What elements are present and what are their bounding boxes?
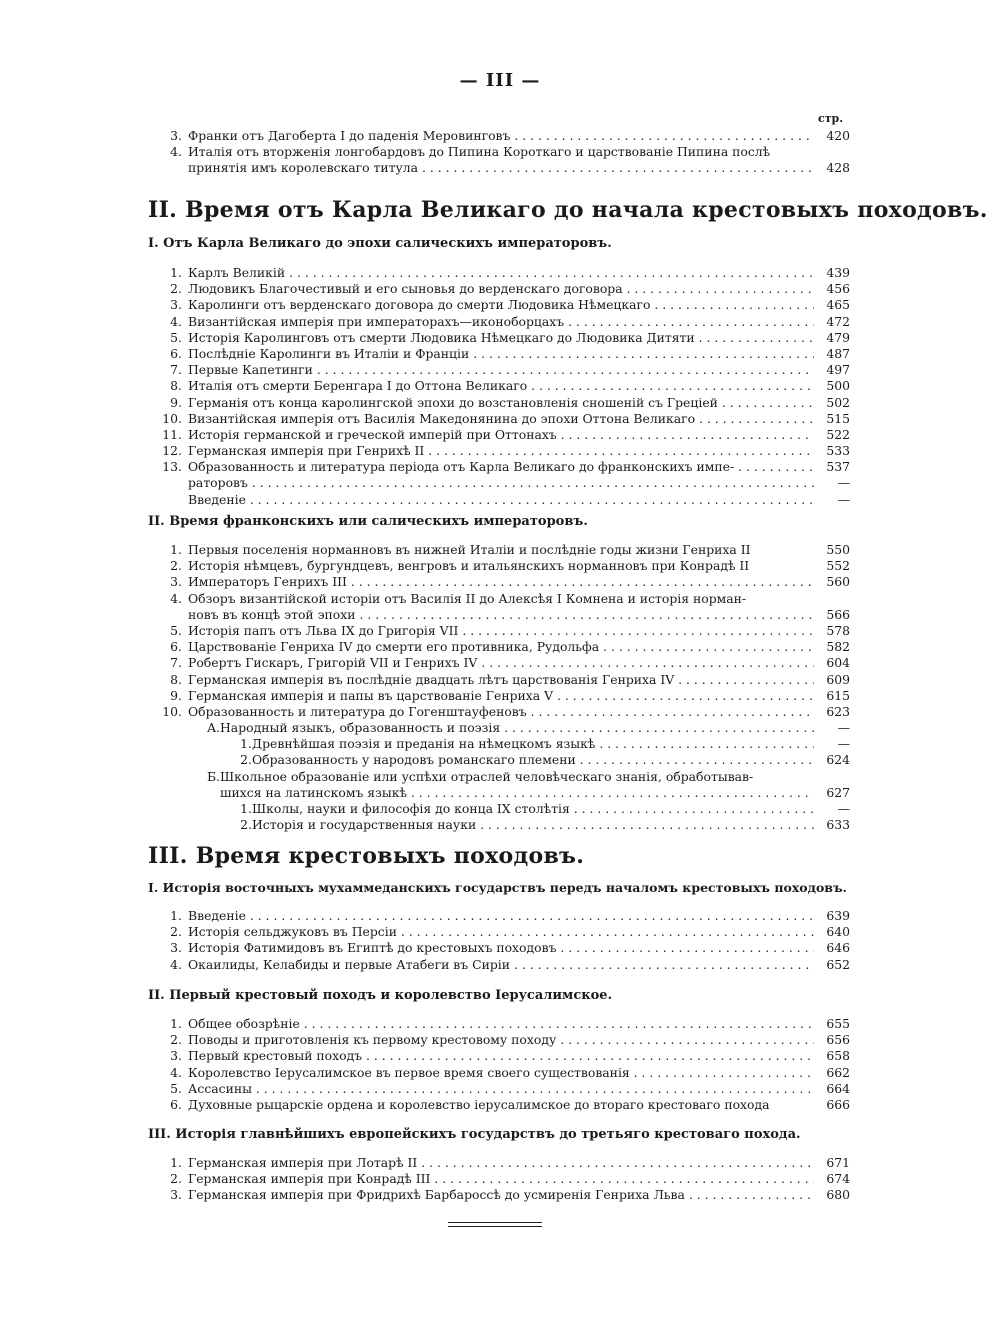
page-folio: — III — [459, 70, 541, 91]
toc-entry-page: 604 [826, 655, 850, 671]
toc-entry-number: 5. [170, 329, 182, 345]
toc-entry-number: 4. [170, 1064, 182, 1080]
toc-entry-page: 515 [826, 410, 850, 426]
toc-entry-page: 623 [826, 703, 850, 719]
section-heading: I. Отъ Карла Великаго до эпохи салическихъ императоровъ. [148, 236, 612, 251]
toc-entry-number: 6. [170, 639, 182, 655]
section-heading: III. Исторія главнѣйшихъ европейскихъ государствъ до третьяго крестоваго похода. [148, 1127, 801, 1142]
toc-entry-page: 578 [826, 622, 850, 638]
toc-block [160, 542, 850, 833]
toc-entry [160, 1032, 850, 1048]
toc-block [160, 1016, 850, 1113]
toc-entry-title: Введеніе . . . [188, 492, 814, 508]
toc-entry-title: Германія отъ конца каролингской эпохи до возстановленія сношеній съ Греціей . . . [188, 395, 814, 411]
toc-entry-title: Каролинги отъ верденскаго договора до смерти Людовика Нѣмецкаго . . . [188, 297, 814, 313]
toc-entry-number: 5. [170, 1080, 182, 1096]
toc-entry-page: 472 [826, 313, 850, 329]
toc-entry-page: 566 [826, 606, 850, 622]
toc-entry-number: 2. [170, 1171, 182, 1187]
toc-entry [160, 443, 850, 459]
toc-entry-number: 12. [162, 443, 182, 459]
toc-entry-page: 439 [826, 265, 850, 280]
toc-entry-title: Народный языкъ, образованность и поэзія . . . [220, 720, 814, 736]
toc-entry [160, 655, 850, 671]
toc-entry-title: Исторія Каролинговъ отъ смерти Людовика Нѣмецкаго до Людовика Дитяти . . . [188, 330, 814, 346]
toc-entry-title: Италія отъ смерти Беренгара I до Оттона Великаго . . . [188, 378, 814, 394]
toc-entry [160, 607, 850, 623]
toc-entry-page: 627 [826, 784, 850, 800]
toc-entry-title: Первые Капетинги . . . [188, 362, 814, 378]
toc-entry-number: 3. [170, 940, 182, 956]
toc-entry [160, 411, 850, 427]
toc-entry-title: принятія имъ королевскаго титула . . . [188, 160, 814, 176]
toc-entry [160, 591, 850, 607]
toc-entry-title: Обзоръ византійской исторіи отъ Василія II до Алексѣя I Комнена и исторія норман- [188, 590, 747, 606]
toc-entry-number: 1. [170, 908, 182, 923]
toc-entry-page: 560 [826, 574, 850, 590]
toc-entry [160, 924, 850, 940]
toc-entry [160, 346, 850, 362]
toc-entry-number: 3. [170, 128, 182, 143]
toc-entry [160, 623, 850, 639]
toc-entry-page: 615 [826, 687, 850, 703]
toc-entry-number: 11. [162, 426, 182, 442]
toc-entry-page: 652 [826, 956, 850, 972]
toc-entry-title: Школьное образованіе или успѣхи отраслей человѣческаго знанія, обработывав- [220, 768, 754, 784]
toc-entry-page: 671 [826, 1155, 850, 1170]
toc-entry [160, 672, 850, 688]
toc-entry-title: Исторія Фатимидовъ въ Египтѣ до крестовыхъ походовъ . . . [188, 940, 814, 956]
part-heading: II. Время отъ Карла Великаго до начала крестовыхъ походовъ. [148, 197, 988, 223]
toc-entry [160, 265, 850, 281]
toc-entry [160, 1187, 850, 1203]
toc-entry-page: 680 [826, 1187, 850, 1203]
toc-entry-title: Королевство Іерусалимское въ первое время своего существованія . . . [188, 1065, 814, 1081]
toc-entry [160, 785, 850, 801]
toc-entry-title: Духовные рыцарскіе ордена и королевство іерусалимское до втораго крестоваго похода [188, 1096, 770, 1112]
toc-entry-number: 1. [240, 736, 252, 752]
toc-entry-number: 10. [162, 703, 182, 719]
toc-entry [160, 1155, 850, 1171]
toc-entry [160, 801, 850, 817]
toc-entry-title: Школы, науки и философія до конца IX столѣтія . . . [252, 801, 814, 817]
toc-entry-title: Первый крестовый походъ . . . [188, 1048, 814, 1064]
end-rule [448, 1226, 542, 1227]
toc-entry-page: 552 [826, 558, 850, 574]
toc-entry-title: Послѣдніе Каролинги въ Италіи и Франціи . . . [188, 346, 814, 362]
toc-entry-title: Царствованіе Генриха IV до смерти его противника, Рудольфа . . . [188, 639, 814, 655]
toc-block [160, 1155, 850, 1204]
toc-entry-title: Робертъ Гискаръ, Григорій VII и Генрихъ IV . . . [188, 655, 814, 671]
toc-entry-title: Людовикъ Благочестивый и его сыновья до верденскаго договора . . . [188, 281, 814, 297]
toc-entry [160, 281, 850, 297]
toc-entry-number: 3. [170, 574, 182, 590]
toc-entry-page: 537 [826, 459, 850, 475]
toc-entry-page: 658 [826, 1048, 850, 1064]
toc-entry-title: новъ въ концѣ этой эпохи . . . [188, 607, 814, 623]
toc-entry-number: 6. [170, 1096, 182, 1112]
toc-entry-title: Византійская имперія при императорахъ—иконоборцахъ . . . [188, 314, 814, 330]
toc-entry [160, 1065, 850, 1081]
toc-entry [160, 378, 850, 394]
toc-entry-page: 609 [826, 671, 850, 687]
toc-entry [160, 330, 850, 346]
toc-entry-page: 656 [826, 1032, 850, 1048]
toc-entry [160, 769, 850, 785]
toc-entry-title: Италія отъ вторженія лонгобардовъ до Пипина Короткаго и царствованіе Пипина послѣ [188, 144, 771, 160]
toc-entry [160, 957, 850, 973]
toc-entry-number: 1. [170, 265, 182, 280]
toc-entry-page: 633 [826, 817, 850, 833]
toc-entry-number: 2. [170, 558, 182, 574]
toc-entry-number: 1. [170, 542, 182, 557]
toc-entry-number: 9. [170, 687, 182, 703]
toc-entry-page: 522 [826, 426, 850, 442]
toc-entry-number: 4. [170, 590, 182, 606]
part-heading: III. Время крестовыхъ походовъ. [148, 843, 585, 869]
toc-entry-page: — [837, 736, 850, 752]
toc-entry-title: Первыя поселенія норманновъ въ нижней Италіи и послѣдніе годы жизни Генриха II [188, 542, 751, 557]
toc-entry-title: Византійская имперія отъ Василія Македонянина до эпохи Оттона Великаго . . . [188, 411, 814, 427]
toc-entry [160, 475, 850, 491]
toc-entry [160, 144, 850, 160]
toc-entry [160, 1081, 850, 1097]
toc-entry-page: 465 [826, 297, 850, 313]
toc-entry-page: — [837, 801, 850, 816]
toc-entry-title: Германская имперія при Конрадѣ III . . . [188, 1171, 814, 1187]
toc-entry-page: 533 [826, 443, 850, 459]
toc-entry-number: 1. [170, 1016, 182, 1031]
toc-entry-title: Введеніе . . . [188, 908, 814, 924]
toc-entry-title: Германская имперія при Лотарѣ II . . . [188, 1155, 814, 1171]
toc-entry-number: 8. [170, 671, 182, 687]
toc-entry-number: 4. [170, 144, 182, 160]
section-heading: II. Первый крестовый походъ и королевство Іерусалимское. [148, 988, 613, 1003]
toc-entry-title: Ассасины . . . [188, 1081, 814, 1097]
toc-entry [160, 704, 850, 720]
toc-entry-number: 8. [170, 378, 182, 394]
end-rule [448, 1222, 542, 1223]
section-heading: I. Исторія восточныхъ мухаммеданскихъ государствъ передъ началомъ крестовыхъ походовъ. [148, 880, 847, 895]
toc-entry-number: 4. [170, 956, 182, 972]
toc-entry-number: 6. [170, 345, 182, 361]
toc-entry-title: Исторія германской и греческой имперій при Оттонахъ . . . [188, 427, 814, 443]
toc-entry-number: 3. [170, 1048, 182, 1064]
toc-entry-page: 646 [826, 940, 850, 956]
toc-entry [160, 736, 850, 752]
toc-entry-page: 456 [826, 281, 850, 297]
toc-entry [160, 1048, 850, 1064]
toc-entry [160, 128, 850, 144]
toc-entry-page: 655 [826, 1016, 850, 1031]
section-heading: II. Время франконскихъ или салическихъ императоровъ. [148, 514, 588, 529]
toc-entry-title: Исторія нѣмцевъ, бургундцевъ, венгровъ и итальянскихъ норманновъ при Конрадѣ II [188, 558, 750, 574]
toc-entry-number: 13. [162, 459, 182, 475]
toc-entry-title: Образованность у народовъ романскаго племени . . . [252, 752, 814, 768]
toc-entry [160, 908, 850, 924]
toc-entry-title: Общее обозрѣніе . . . [188, 1016, 814, 1032]
pages-column-label: стр. [818, 112, 844, 125]
toc-entry [160, 1171, 850, 1187]
toc-entry [160, 492, 850, 508]
toc-entry [160, 160, 850, 176]
toc-entry-number: A. [207, 720, 220, 736]
toc-entry-page: 497 [826, 362, 850, 378]
toc-entry [160, 1097, 850, 1113]
toc-entry-title: Германская имперія и папы въ царствованіе Генриха V . . . [188, 688, 814, 704]
toc-entry [160, 688, 850, 704]
toc-entry-title: раторовъ . . . [188, 475, 814, 491]
toc-entry-number: 2. [170, 924, 182, 940]
toc-entry [160, 314, 850, 330]
toc-entry-title: Исторія сельджуковъ въ Персіи . . . [188, 924, 814, 940]
toc-entry-title: Поводы и приготовленія къ первому крестовому походу . . . [188, 1032, 814, 1048]
toc-entry-title: Исторія и государственныя науки . . . [252, 817, 814, 833]
toc-entry-title: Образованность и литература періода отъ Карла Великаго до франконскихъ импе- . . . [188, 459, 814, 475]
toc-entry-number: 2. [170, 1032, 182, 1048]
toc-entry-number: 1. [240, 801, 252, 816]
toc-entry-page: 624 [826, 752, 850, 768]
toc-block [160, 265, 850, 508]
toc-entry-page: 662 [826, 1064, 850, 1080]
toc-entry-number: 3. [170, 297, 182, 313]
toc-entry-number: 2. [240, 817, 252, 833]
toc-entry-number: 1. [170, 1155, 182, 1170]
toc-entry-page: — [837, 491, 850, 507]
toc-entry-page: 420 [826, 128, 850, 143]
toc-entry [160, 720, 850, 736]
toc-entry-number: 5. [170, 622, 182, 638]
toc-entry [160, 817, 850, 833]
toc-entry-title: Древнѣйшая поэзія и преданія на нѣмецкомъ языкѣ . . . [252, 736, 814, 752]
toc-entry-page: 479 [826, 329, 850, 345]
toc-entry [160, 542, 850, 558]
toc-entry-page: 502 [826, 394, 850, 410]
toc-entry-title: Императоръ Генрихъ III . . . [188, 574, 814, 590]
toc-entry [160, 1016, 850, 1032]
toc-entry-page: 664 [826, 1080, 850, 1096]
toc-entry-number: Б. [206, 768, 220, 784]
toc-entry-title: Образованность и литература до Гогенштауфеновъ . . . [188, 704, 814, 720]
toc-entry-number: 2. [170, 281, 182, 297]
toc-entry [160, 459, 850, 475]
toc-entry-page: — [837, 720, 850, 736]
toc-entry-page: 640 [826, 924, 850, 940]
toc-entry-number: 4. [170, 313, 182, 329]
toc-entry-number: 3. [170, 1187, 182, 1203]
toc-entry [160, 940, 850, 956]
toc-entry-title: шихся на латинскомъ языкѣ . . . [220, 785, 814, 801]
toc-entry-page: 666 [826, 1096, 850, 1112]
toc-entry [160, 362, 850, 378]
toc-entry-page: — [837, 475, 850, 491]
toc-entry-number: 2. [240, 752, 252, 768]
toc-entry-title: Исторія папъ отъ Льва IX до Григорія VII . . . [188, 623, 814, 639]
toc-entry-title: Франки отъ Дагоберта I до паденія Меровинговъ . . . [188, 128, 814, 144]
toc-entry [160, 297, 850, 313]
toc-entry-page: 582 [826, 639, 850, 655]
toc-entry-page: 639 [826, 908, 850, 923]
toc-entry-page: 550 [826, 542, 850, 557]
toc-entry [160, 395, 850, 411]
toc-entry-title: Германская имперія въ послѣдніе двадцать лѣтъ царствованія Генриха IV . . . [188, 672, 814, 688]
toc-entry-number: 9. [170, 394, 182, 410]
toc-entry-title: Карлъ Великій . . . [188, 265, 814, 281]
toc-entry-title: Германская имперія при Генрихѣ II . . . [188, 443, 814, 459]
toc-block-top [160, 128, 850, 177]
toc-entry [160, 639, 850, 655]
toc-entry-number: 10. [162, 410, 182, 426]
toc-entry-number: 7. [170, 362, 182, 378]
toc-entry-number: 7. [170, 655, 182, 671]
toc-entry-title: Германская имперія при Фридрихѣ Барбароссѣ до усмиренія Генриха Льва . . . [188, 1187, 814, 1203]
toc-entry [160, 427, 850, 443]
toc-entry-page: 674 [826, 1171, 850, 1187]
toc-entry [160, 558, 850, 574]
toc-block [160, 908, 850, 973]
toc-entry [160, 574, 850, 590]
toc-entry-page: 487 [826, 345, 850, 361]
toc-entry-title: Окаилиды, Келабиды и первые Атабеги въ Сиріи . . . [188, 957, 814, 973]
toc-entry [160, 752, 850, 768]
toc-entry-page: 428 [826, 160, 850, 176]
toc-entry-page: 500 [826, 378, 850, 394]
